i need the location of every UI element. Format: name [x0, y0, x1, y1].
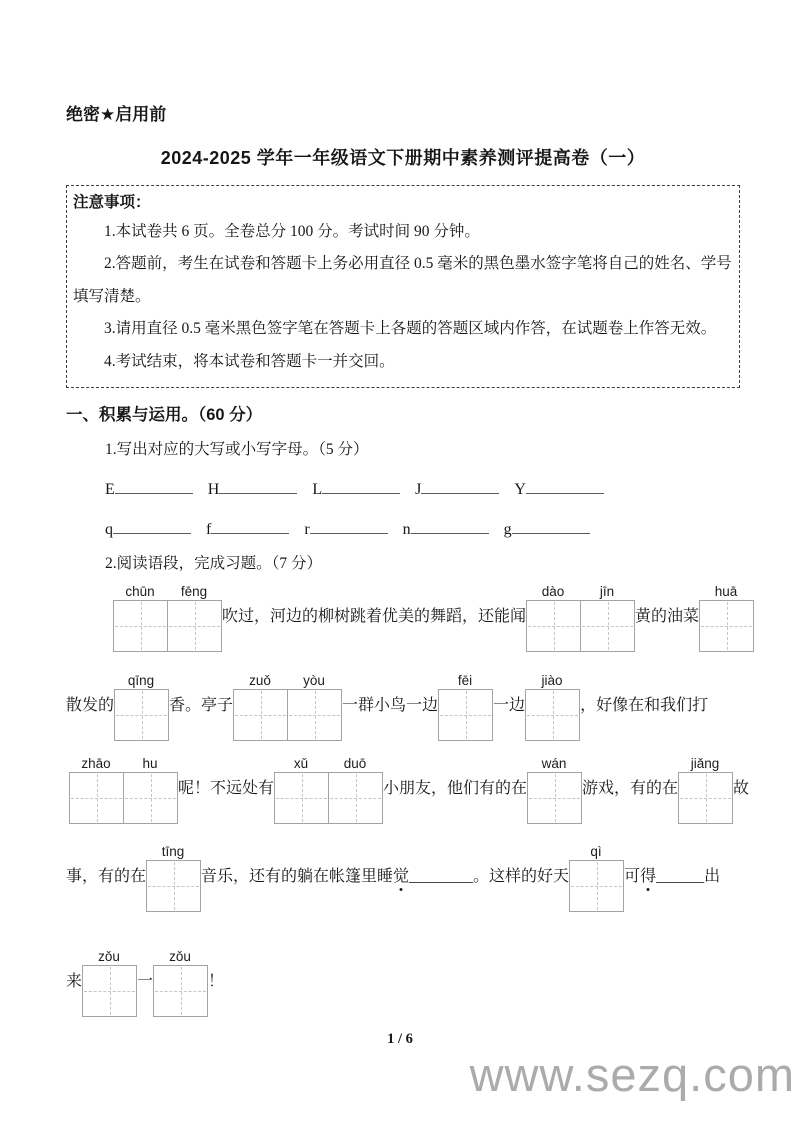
writing-grid-group	[233, 670, 342, 741]
pinyin-label: zǒu	[169, 949, 191, 965]
answer-blank[interactable]	[211, 516, 289, 534]
pinyin-row	[113, 581, 222, 600]
tianzige-cell[interactable]	[274, 772, 329, 824]
answer-blank[interactable]	[411, 516, 489, 534]
answer-blank[interactable]	[310, 516, 388, 534]
tianzige-cell[interactable]	[526, 600, 581, 652]
tianzige-cell[interactable]	[527, 772, 582, 824]
passage-text: ，好像在和我们打	[580, 697, 709, 715]
notice-box	[66, 185, 740, 388]
pinyin-row	[525, 670, 580, 689]
letter-label: f	[206, 521, 212, 539]
answer-blank[interactable]	[219, 476, 297, 494]
page-number: 1 / 6	[387, 1031, 413, 1047]
passage-text: 来	[66, 973, 83, 991]
grid-cells	[114, 689, 169, 741]
pinyin-row	[114, 670, 169, 689]
pinyin-label: tīng	[161, 844, 185, 860]
passage-text: 吹过，河边的柳树跳着优美的舞蹈，还能闻	[222, 608, 527, 626]
pinyin-label: zuǒ	[249, 673, 271, 689]
letter-item	[403, 516, 489, 539]
pinyin-label: qīng	[127, 673, 155, 689]
writing-grid-group	[525, 670, 580, 741]
tianzige-cell[interactable]	[699, 600, 754, 652]
writing-grid-group	[569, 841, 624, 912]
notice-heading: 注意事项：	[73, 194, 151, 211]
pinyin-row	[569, 841, 624, 860]
grid-cells	[82, 965, 137, 1017]
pinyin-label: zǒu	[98, 949, 120, 965]
passage-text: 事，有的在	[66, 868, 147, 886]
pinyin-row	[438, 670, 493, 689]
passage-text: 一边	[493, 697, 526, 715]
writing-grid-group	[113, 581, 222, 652]
grid-cells	[699, 600, 754, 652]
writing-grid-group	[274, 753, 383, 824]
answer-blank[interactable]	[322, 476, 400, 494]
answer-blank[interactable]	[526, 476, 604, 494]
pinyin-label: fēng	[180, 584, 208, 600]
pinyin-label: jiào	[541, 673, 563, 689]
answer-blank[interactable]	[115, 476, 193, 494]
pinyin-label: xǔ	[293, 756, 309, 772]
pinyin-label: yòu	[303, 673, 325, 689]
pinyin-row	[274, 753, 383, 772]
pinyin-label: huā	[714, 584, 738, 600]
question2-label: 2.阅读语段，完成习题。（7 分）	[105, 555, 323, 573]
grid-cells	[438, 689, 493, 741]
page-title: 2024-2025 学年一年级语文下册期中素养测评提高卷（一）	[160, 148, 646, 168]
letter-label: L	[312, 481, 323, 499]
grid-cells	[274, 772, 383, 824]
letter-item	[208, 476, 298, 499]
writing-grid-group	[153, 946, 208, 1017]
tianzige-cell[interactable]	[123, 772, 178, 824]
pinyin-row	[678, 753, 733, 772]
grid-cells	[69, 772, 178, 824]
tianzige-cell[interactable]	[153, 965, 208, 1017]
letter-item	[514, 476, 604, 499]
pinyin-row	[699, 581, 754, 600]
passage-text: 可	[624, 868, 641, 886]
grid-cells	[146, 860, 201, 912]
letter-row-uppercase	[105, 476, 740, 499]
answer-blank[interactable]	[421, 476, 499, 494]
pinyin-row	[82, 946, 137, 965]
passage-text-with-blank: ________。这样的好天	[409, 868, 570, 886]
passage-text: 一群小鸟一边	[342, 697, 439, 715]
tianzige-cell[interactable]	[113, 600, 168, 652]
pinyin-row	[69, 753, 178, 772]
passage-text-with-blank: ______出	[656, 868, 721, 886]
pinyin-row	[233, 670, 342, 689]
letter-label: r	[304, 521, 310, 539]
writing-grid-group	[527, 753, 582, 824]
letter-label: Y	[514, 481, 526, 499]
pinyin-row	[527, 753, 582, 772]
letter-item	[105, 516, 191, 539]
passage-text: 一	[137, 973, 154, 991]
pinyin-label: chūn	[125, 584, 155, 600]
tianzige-cell[interactable]	[233, 689, 288, 741]
passage-text	[201, 841, 569, 887]
letter-item	[312, 476, 400, 499]
letter-label: q	[105, 521, 113, 539]
notice-item-2: 2.答题前，考生在试卷和答题卡上务必用直径 0.5 毫米的黑色墨水签字笔将自己的姓名、学号填写清楚。	[73, 255, 732, 305]
passage-text: 故	[733, 780, 750, 798]
grid-cells	[526, 600, 635, 652]
letter-label: J	[415, 481, 422, 499]
tianzige-cell[interactable]	[328, 772, 383, 824]
passage-text: 呢！不远处有	[178, 780, 275, 798]
writing-grid-group	[69, 753, 178, 824]
passage-text: 游戏，有的在	[582, 780, 679, 798]
passage-text: 音乐，还有的躺在帐篷里睡	[201, 868, 394, 886]
tianzige-cell[interactable]	[82, 965, 137, 1017]
answer-blank[interactable]	[512, 516, 590, 534]
writing-grid-group	[438, 670, 493, 741]
tianzige-cell[interactable]	[146, 860, 201, 912]
pinyin-label: dào	[541, 584, 565, 600]
letter-row-lowercase	[105, 516, 740, 539]
letter-item	[206, 516, 289, 539]
emphasized-char: 得	[640, 868, 657, 886]
letter-label: n	[402, 521, 411, 539]
pinyin-label: jiǎng	[690, 756, 720, 772]
passage-line-3	[66, 753, 750, 824]
passage-text: 黄的油菜	[635, 608, 700, 626]
letter-item	[105, 476, 193, 499]
passage-text: ！	[208, 973, 225, 991]
letter-item	[504, 516, 590, 539]
tianzige-cell[interactable]	[678, 772, 733, 824]
passage-line-4	[66, 841, 740, 912]
grid-cells	[153, 965, 208, 1017]
tianzige-cell[interactable]	[69, 772, 124, 824]
grid-cells	[527, 772, 582, 824]
writing-grid-group	[526, 581, 635, 652]
letter-item	[304, 516, 387, 539]
passage-text: 香。亭子	[169, 697, 234, 715]
grid-cells	[113, 600, 222, 652]
grid-cells	[678, 772, 733, 824]
pinyin-label: jīn	[599, 584, 615, 600]
letter-label: g	[503, 521, 512, 539]
writing-grid-group	[146, 841, 201, 912]
classified-label: 绝密★启用前	[66, 105, 167, 124]
pinyin-label: fēi	[457, 673, 473, 689]
grid-cells	[569, 860, 624, 912]
pinyin-row	[153, 946, 208, 965]
pinyin-label: duō	[343, 756, 367, 772]
tianzige-cell[interactable]	[287, 689, 342, 741]
pinyin-row	[146, 841, 201, 860]
section1-heading: 一、积累与运用。（60 分）	[66, 406, 263, 425]
tianzige-cell[interactable]	[438, 689, 493, 741]
emphasized-char: 觉	[393, 868, 410, 886]
pinyin-row	[526, 581, 635, 600]
tianzige-cell[interactable]	[569, 860, 624, 912]
passage-text: 小朋友，他们有的在	[383, 780, 528, 798]
letter-label: H	[207, 481, 220, 499]
notice-item-1: 1.本试卷共 6 页。全卷总分 100 分。考试时间 90 分钟。	[104, 223, 480, 240]
answer-blank[interactable]	[113, 516, 191, 534]
watermark: www.sezq.com	[469, 1048, 795, 1101]
notice-item-4: 4.考试结束，将本试卷和答题卡一并交回。	[104, 352, 395, 370]
writing-grid-group	[114, 670, 169, 741]
pinyin-label: qì	[590, 844, 602, 860]
notice-item-3: 3.请用直径 0.5 毫米黑色签字笔在答题卡上各题的答题区域内作答，在试题卷上作答无效。	[104, 320, 717, 338]
letter-label: E	[105, 481, 115, 499]
pinyin-label: zhāo	[81, 756, 111, 772]
tianzige-cell[interactable]	[580, 600, 635, 652]
grid-cells	[525, 689, 580, 741]
tianzige-cell[interactable]	[167, 600, 222, 652]
pinyin-label: hu	[142, 756, 158, 772]
writing-grid-group	[678, 753, 733, 824]
passage-text	[624, 841, 720, 887]
writing-grid-group	[699, 581, 754, 652]
pinyin-label: wán	[541, 756, 567, 772]
writing-grid-group	[82, 946, 137, 1017]
tianzige-cell[interactable]	[525, 689, 580, 741]
tianzige-cell[interactable]	[114, 689, 169, 741]
passage-line-1	[66, 581, 740, 652]
grid-cells	[233, 689, 342, 741]
letter-item	[415, 476, 499, 499]
question1-label: 1.写出对应的大写或小写字母。（5 分）	[105, 441, 369, 459]
passage-line-5	[66, 946, 740, 1017]
passage-line-2	[66, 670, 740, 741]
passage-text: 散发的	[66, 697, 115, 715]
